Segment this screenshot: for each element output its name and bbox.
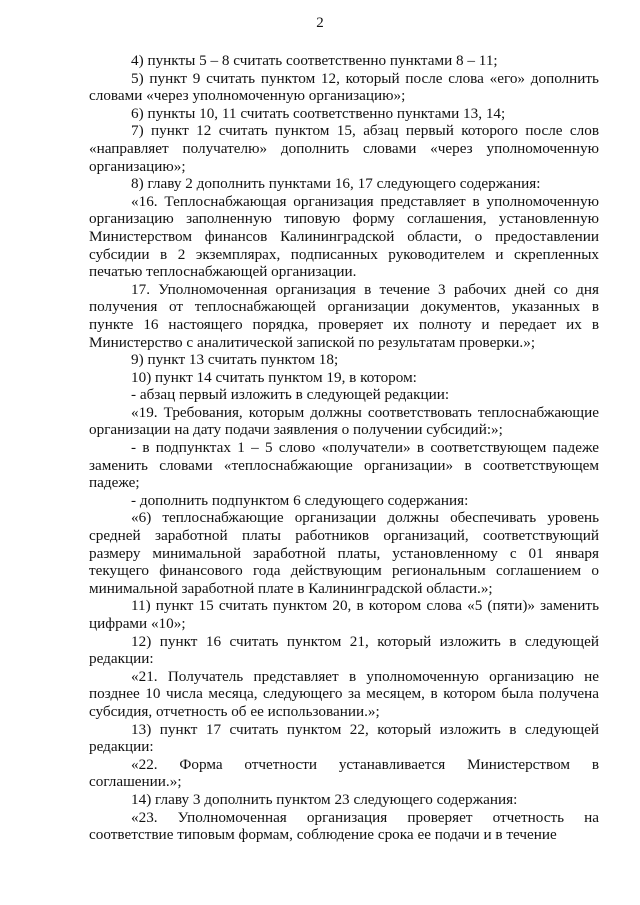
- quoted-clause-17: 17. Уполномоченная организация в течение 3 рабочих дней со дня получения от теплоснабжающей организации документов, указанных в пункте 16 настоящего порядка, проверяет их полноту и передает их в Министерство с аналитической запиской по результатам проверки.»;: [89, 280, 599, 351]
- paragraph-12: 12) пункт 16 считать пунктом 21, который изложить в следующей редакции:: [89, 632, 599, 668]
- paragraph-5: 5) пункт 9 считать пунктом 12, который после слова «его» дополнить словами «через уполномоченную организацию»;: [89, 69, 599, 105]
- quoted-clause-22: «22. Форма отчетности устанавливается Министерством в соглашении.»;: [89, 755, 599, 791]
- paragraph-6: 6) пункты 10, 11 считать соответственно пунктами 13, 14;: [131, 104, 506, 122]
- paragraph-10: 10) пункт 14 считать пунктом 19, в котором:: [131, 368, 417, 386]
- subitem-add-6: - дополнить подпунктом 6 следующего содержания:: [131, 491, 469, 509]
- paragraph-11: 11) пункт 15 считать пунктом 20, в котором слова «5 (пяти)» заменить цифрами «10»;: [89, 597, 599, 632]
- subitem-first-abzac: - абзац первый изложить в следующей редакции:: [131, 386, 450, 404]
- paragraph-13: 13) пункт 17 считать пунктом 22, который изложить в следующей редакции:: [89, 720, 599, 756]
- quoted-clause-23: «23. Уполномоченная организация проверяет отчетность на соответствие типовым формам, соблюдение срока ее подачи и в течение: [89, 808, 599, 844]
- document-body: [89, 52, 599, 844]
- paragraph-7: 7) пункт 12 считать пунктом 15, абзац первый которого после слов «направляет получателю» дополнить словами «через уполномоченную организацию»;: [89, 122, 599, 175]
- paragraph-9: 9) пункт 13 считать пунктом 18;: [131, 351, 339, 369]
- subitem-replace-words: - в подпунктах 1 – 5 слово «получатели» в соответствующем падеже заменить словами «теплоснабжающие организации» в соответствующем падеже;: [89, 439, 599, 492]
- quoted-clause-21: «21. Получатель представляет в уполномоченную организацию не позднее 10 числа месяца, следующего за месяцем, в котором была получена субсидия, отчетность об ее использовании.»;: [89, 667, 599, 720]
- paragraph-8: 8) главу 2 дополнить пунктами 16, 17 следующего содержания:: [131, 175, 541, 193]
- page-number: 2: [316, 15, 324, 31]
- quoted-clause-19: «19. Требования, которым должны соответствовать теплоснабжающие организации на дату подачи заявления о получении субсидий:»;: [89, 403, 599, 439]
- quoted-subitem-6: «6) теплоснабжающие организации должны обеспечивать уровень средней заработной платы работников организаций, соответствующий размеру минимальной заработной платы, установленному с 01 января текущего финансового года действующим региональным соглашением о минимальной заработной плате в Калининградской области.»;: [89, 509, 599, 597]
- paragraph-14: 14) главу 3 дополнить пунктом 23 следующего содержания:: [131, 790, 518, 808]
- quoted-clause-16: «16. Теплоснабжающая организация представляет в уполномоченную организацию заполненную типовую форму соглашения, установленную Министерством финансов Калининградской области, о предоставлении субсидии в 2 экземплярах, подписанных руководителем и скрепленных печатью теплоснабжающей организации.: [89, 192, 599, 281]
- paragraph-4: 4) пункты 5 – 8 считать соответственно пунктами 8 – 11;: [131, 52, 498, 69]
